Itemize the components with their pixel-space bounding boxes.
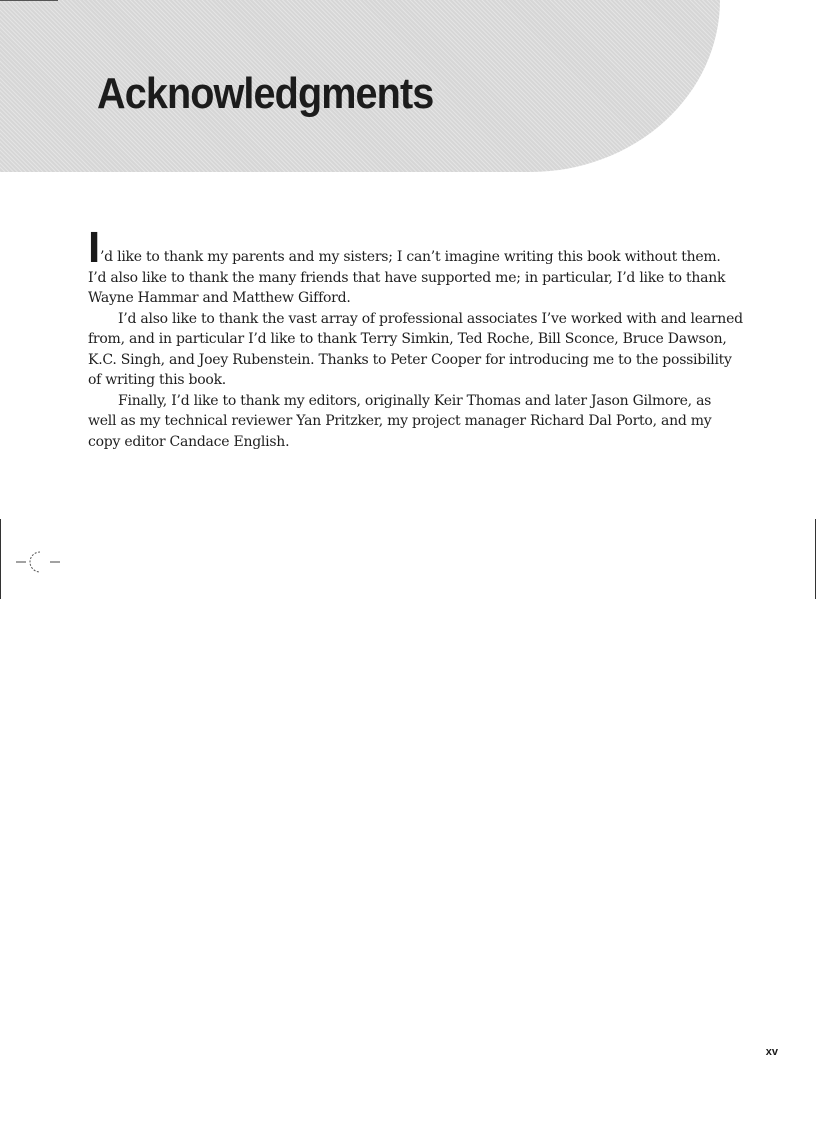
- paragraph-1-line-3: Wayne Hammar and Matthew Gifford.: [88, 290, 351, 306]
- paragraph-1-line-1: [88, 223, 728, 272]
- paragraph-1: [88, 223, 728, 309]
- paragraph-2-line-4: of writing this book.: [88, 372, 227, 388]
- paragraph-2-line-3: K.C. Singh, and Joey Rubenstein. Thanks to Peter Cooper for introducing me to the possibility: [88, 351, 732, 368]
- paragraph-3: [88, 391, 728, 453]
- page-number: xv: [765, 1046, 778, 1058]
- paragraph-3-line-3: copy editor Candace English.: [88, 433, 290, 450]
- registration-mark-icon: [16, 550, 62, 574]
- paragraph-2-line-1: I’d also like to thank the vast array of professional associates I’ve worked with and learned: [118, 310, 743, 327]
- paragraph-3-line-2: well as my technical reviewer Yan Pritzker, my project manager Richard Dal Porto, and my: [88, 413, 712, 429]
- crop-mark-left: [0, 519, 1, 599]
- paragraph-1-line-2: I’d also like to thank the many friends that have supported me; in particular, I’d like to thank: [88, 269, 726, 286]
- paragraph-2-line-2: from, and in particular I’d like to thank Terry Simkin, Ted Roche, Bill Sconce, Bruce Dawson,: [88, 331, 727, 347]
- top-rule: [0, 0, 58, 1]
- body-text: [88, 223, 743, 452]
- paragraph-2: [88, 309, 743, 391]
- paragraph-1-line-1-text: ’d like to thank my parents and my sisters; I can’t imagine writing this book without them.: [99, 249, 721, 265]
- drop-cap: I: [88, 223, 100, 272]
- chapter-title: Acknowledgments: [97, 69, 434, 118]
- paragraph-3-line-1: Finally, I’d like to thank my editors, originally Keir Thomas and later Jason Gilmore, as: [118, 392, 712, 409]
